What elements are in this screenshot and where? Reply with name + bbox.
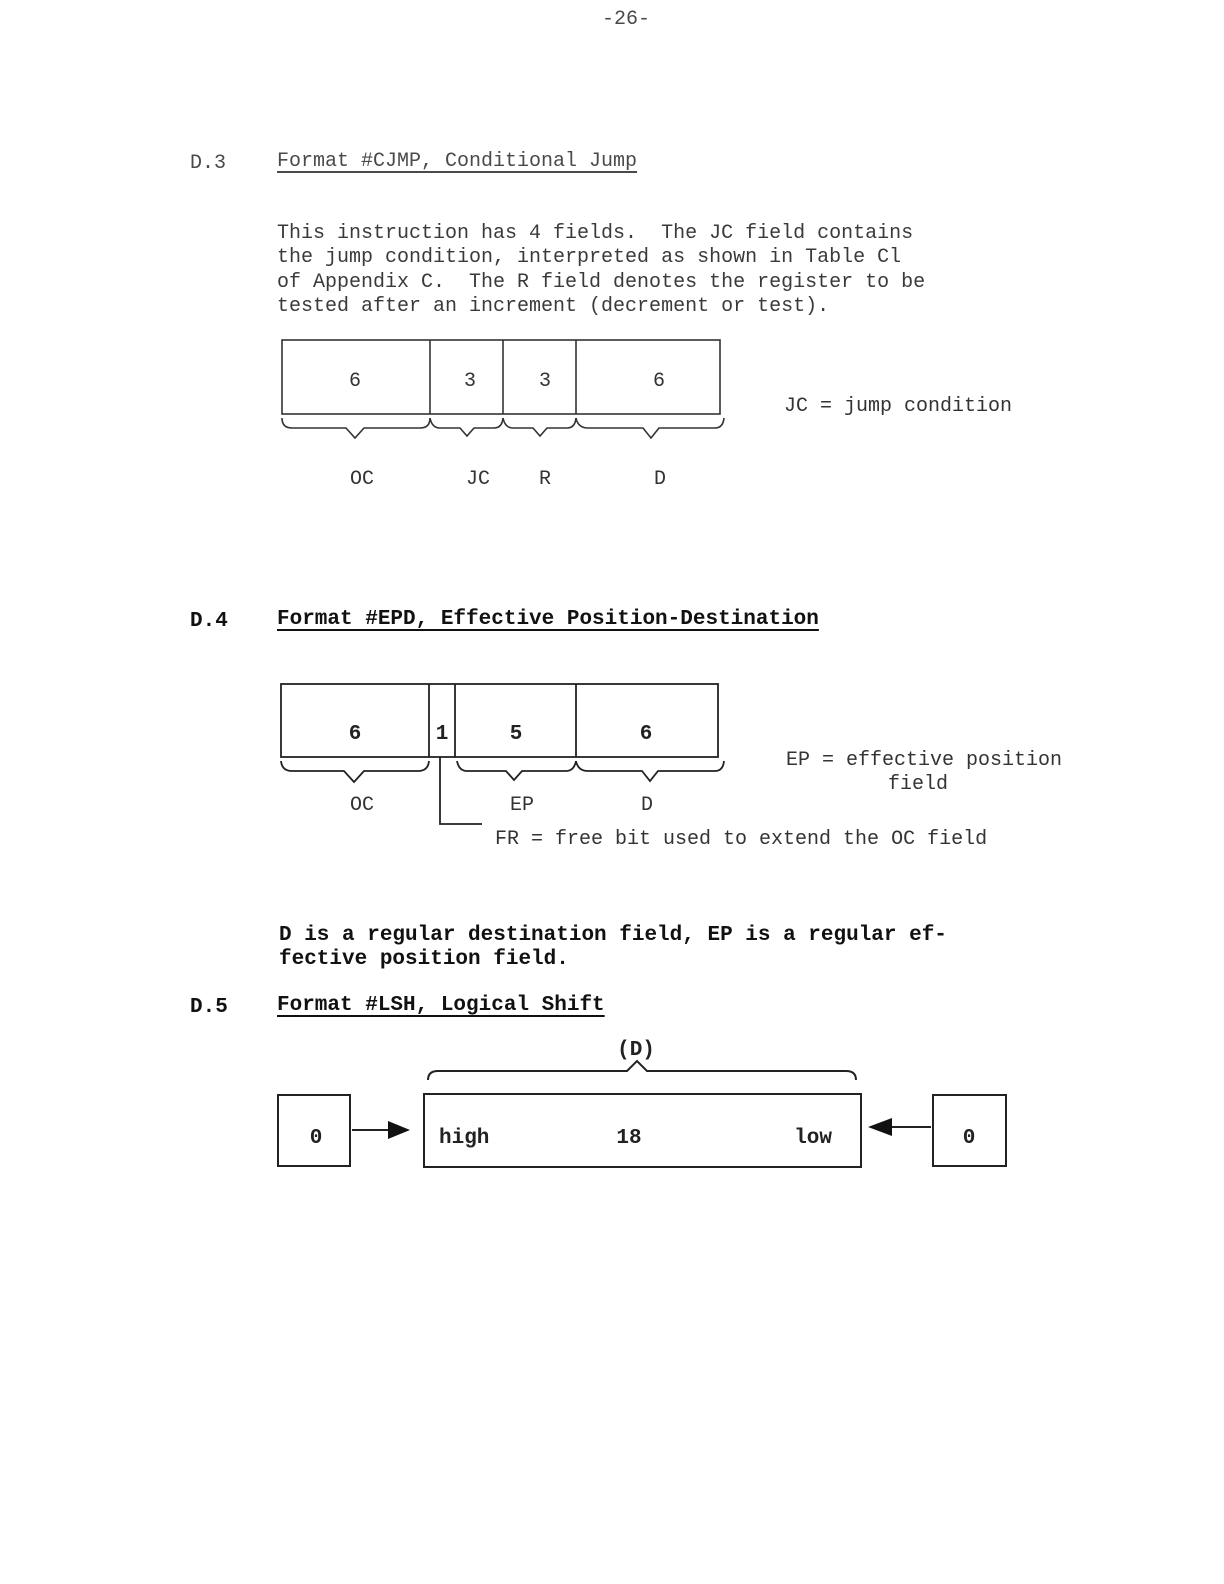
d3-paragraph-line-1: This instruction has 4 fields. The JC field contains (277, 221, 914, 245)
epd-field-name-ep: EP (509, 794, 535, 817)
lsh-register-low: low (794, 1127, 832, 1150)
epd-fr-note: FR = free bit used to extend the OC field (495, 828, 988, 851)
lsh-right-arrowhead (868, 1118, 892, 1136)
section-number-d4: D.4 (190, 610, 228, 633)
epd-ep-note-line-1: EP = effective position (786, 749, 1063, 772)
cjmp-field-width-jc: 3 (463, 370, 477, 393)
epd-ep-note-line-2: field (888, 773, 949, 796)
section-title-d4: Format #EPD, Effective Position-Destination (277, 608, 819, 631)
page-number: -26- (602, 8, 651, 31)
section-number-d5: D.5 (190, 996, 228, 1019)
cjmp-field-name-oc: OC (349, 468, 375, 491)
section-title-d5: Format #LSH, Logical Shift (277, 994, 605, 1017)
d3-paragraph-line-4: tested after an increment (decrement or test). (277, 295, 830, 318)
d3-paragraph-line-3: of Appendix C. The R field denotes the register to be (277, 270, 926, 294)
epd-field-width-oc: 6 (348, 723, 362, 746)
epd-field-name-oc: OC (349, 794, 375, 817)
lsh-register-brace (428, 1061, 856, 1080)
cjmp-field-width-oc: 6 (348, 370, 362, 393)
section-title-d3: Format #CJMP, Conditional Jump (277, 150, 638, 173)
cjmp-field-width-r: 3 (538, 370, 552, 393)
cjmp-field-width-d: 6 (652, 370, 666, 393)
epd-field-width-ep: 5 (509, 723, 523, 746)
lsh-left-arrowhead (388, 1121, 410, 1139)
d3-paragraph-line-2: the jump condition, interpreted as shown in Table Cl (277, 246, 902, 269)
cjmp-field-name-d: D (653, 468, 667, 491)
section-number-d3: D.3 (190, 152, 227, 175)
epd-field-width-d: 6 (639, 723, 653, 746)
epd-field-name-d: D (640, 794, 654, 817)
d4-paragraph-line-1: D is a regular destination field, EP is a regular ef- (279, 923, 947, 947)
cjmp-field-name-r: R (538, 468, 552, 491)
lsh-left-input-value: 0 (309, 1127, 323, 1150)
cjmp-jc-note: JC = jump condition (784, 395, 1013, 418)
lsh-brace-label: (D) (617, 1039, 655, 1062)
cjmp-field-name-jc: JC (465, 468, 491, 491)
epd-field-width-fr: 1 (435, 723, 449, 746)
d4-paragraph-line-2: fective position field. (279, 948, 569, 971)
lsh-right-input-value: 0 (962, 1127, 976, 1150)
lsh-register-high: high (439, 1127, 490, 1150)
lsh-register-width: 18 (616, 1127, 642, 1150)
